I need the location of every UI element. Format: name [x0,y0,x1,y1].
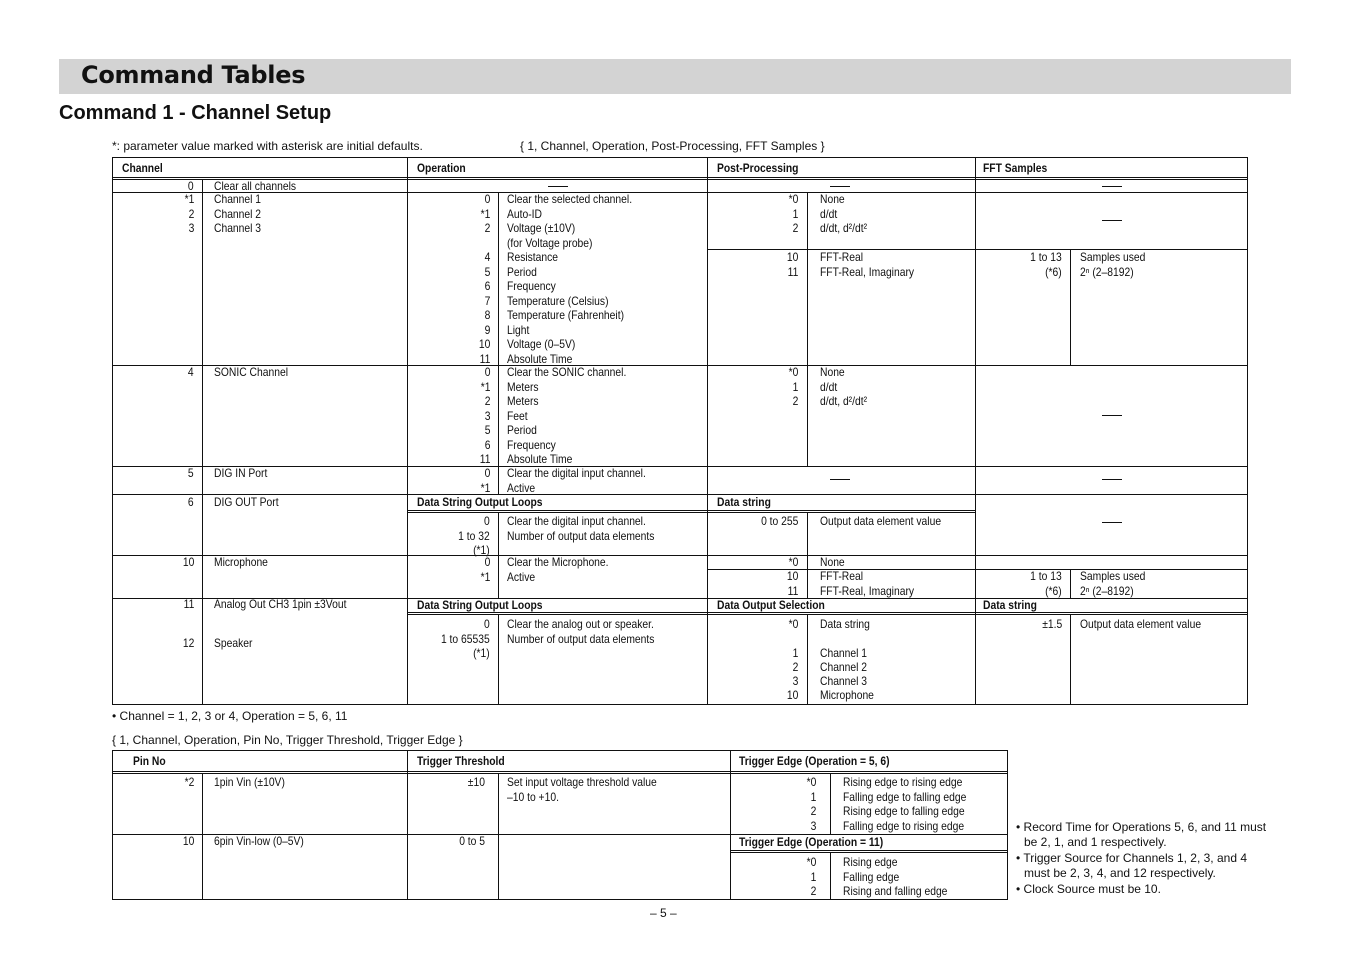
channel-number: 5 [188,466,194,480]
subheader-output-loops: Data String Output Loops [417,598,543,612]
post-labels: None d/dt d/dt, d²/dt² [820,192,868,235]
channel-label: Microphone [214,555,268,569]
note-item: • Record Time for Operations 5, 6, and 11 must be 2, 1, and 1 respectively. [1016,820,1267,849]
threshold-value: ±10 [467,775,485,789]
fft-labels: Output data element value [1080,617,1202,631]
na-dash [1102,479,1122,480]
post-codes: 0 to 255 [760,514,798,528]
channel-numbers: *1 2 3 [184,192,194,235]
post-labels: None [820,555,845,569]
post-codes: *0 [788,555,798,569]
operation-labels: Clear the digital input channel. Number of output data elements [507,514,655,543]
edge-labels: Rising edge to rising edge Falling edge to falling edge Rising edge to falling edge Falling edge to rising edge [843,775,967,833]
na-dash [830,186,850,187]
notes-list [1016,820,1276,899]
edge-labels: Rising edge Falling edge Rising and falling edge [843,855,948,898]
na-dash [1102,415,1122,416]
na-dash [1102,522,1122,523]
post-codes: *0 1 2 [788,192,798,235]
note-item: • Trigger Source for Channels 1, 2, 3, and 4 must be 2, 3, 4, and 12 respectively. [1016,851,1247,880]
header-fft-samples: FFT Samples [983,161,1048,175]
fft-labels: Samples used 2ⁿ (2–8192) [1080,569,1146,598]
defaults-note: *: parameter value marked with asterisk are initial defaults. [112,139,423,153]
header-operation: Operation [417,161,466,175]
post-labels: Output data element value [820,514,942,528]
subheader-output-selection: Data Output Selection [717,598,825,612]
na-dash [1102,220,1122,221]
operation-codes: 0 *1 [480,555,490,584]
fft-labels: Samples used 2ⁿ (2–8192) [1080,250,1146,279]
operation-labels: Clear the SONIC channel. Meters Meters Feet Period Frequency Absolute Time [507,365,627,466]
channel-label: Clear all channels [214,179,297,193]
pin-label: 1pin Vin (±10V) [214,775,285,789]
threshold-label: Set input voltage threshold value –10 to +10. [507,775,657,804]
channel-number: 6 [188,495,194,509]
fft-codes: ±1.5 [1041,617,1062,631]
channel-label: DIG IN Port [214,466,268,480]
edge-codes: *0 1 2 [806,855,816,898]
channel-label: DIG OUT Port [214,495,279,509]
operation-labels: Clear the analog out or speaker. Number of output data elements [507,617,655,646]
channel-number: 4 [188,365,194,379]
operation-codes: 0 1 to 32 (*1) [458,514,490,557]
post-labels: None d/dt d/dt, d²/dt² [820,365,868,408]
post-codes: *0 1 2 [788,365,798,408]
post-labels: Data string Channel 1 Channel 2 Channel 3 Microphone [820,617,874,703]
page-number: – 5 – [650,906,677,920]
fft-codes: 1 to 13 (*6) [1030,569,1062,598]
header-pin-no: Pin No [133,754,166,768]
na-dash [548,186,568,187]
fft-codes: 1 to 13 (*6) [1030,250,1062,279]
post-codes: 10 11 [786,250,798,279]
edge-codes: *0 1 2 3 [806,775,816,833]
channel-numbers: 11 12 [182,597,194,650]
channel-footnote: • Channel = 1, 2, 3 or 4, Operation = 5, 6, 11 [112,709,348,723]
operation-codes: 0 *1 [480,466,490,495]
note-item: • Clock Source must be 10. [1016,882,1161,896]
channel-labels: Channel 1 Channel 2 Channel 3 [214,192,262,235]
channel-labels: Analog Out CH3 1pin ±3Vout Speaker [214,597,347,650]
header-trigger-threshold: Trigger Threshold [417,754,505,768]
channel-number: 0 [188,179,194,193]
operation-codes: 0 *1 2 4 5 6 7 8 9 10 11 [478,192,490,366]
subheader-data-string: Data string [717,495,771,509]
na-dash [1102,186,1122,187]
pin-number: *2 [184,775,194,789]
channel-label: SONIC Channel [214,365,289,379]
header-trigger-edge-11: Trigger Edge (Operation = 11) [739,835,884,849]
header-trigger-edge-56: Trigger Edge (Operation = 5, 6) [739,754,890,768]
header-channel: Channel [122,161,163,175]
trigger-syntax: { 1, Channel, Operation, Pin No, Trigger Threshold, Trigger Edge } [112,733,463,747]
operation-codes: 0 *1 2 3 5 6 11 [479,365,490,466]
subheader-output-loops: Data String Output Loops [417,495,543,509]
subheader-data-string: Data string [983,598,1037,612]
post-codes: *0 1 2 3 10 [786,617,798,703]
na-dash [830,479,850,480]
channel-number: 10 [182,555,194,569]
operation-codes: 0 1 to 65535 (*1) [441,617,490,660]
post-codes: 10 11 [786,569,798,598]
operation-labels: Clear the digital input channel. Active [507,466,646,495]
threshold-value: 0 to 5 [459,834,485,848]
command-syntax: { 1, Channel, Operation, Post-Processing, FFT Samples } [520,139,825,153]
pin-label: 6pin Vin-low (0–5V) [214,834,304,848]
page-title: Command Tables [81,61,306,89]
operation-labels: Clear the Microphone. Active [507,555,609,584]
header-post-processing: Post-Processing [717,161,799,175]
section-title: Command 1 - Channel Setup [59,102,332,124]
post-labels: FFT-Real FFT-Real, Imaginary [820,569,915,598]
post-labels: FFT-Real FFT-Real, Imaginary [820,250,915,279]
pin-number: 10 [182,834,194,848]
operation-labels: Clear the selected channel. Auto-ID Voltage (±10V) (for Voltage probe) Resistance Period Frequency Temperature (Celsius) Temperature (Fahrenheit) Light Voltage (0–5V) Absolute Time [507,192,633,366]
